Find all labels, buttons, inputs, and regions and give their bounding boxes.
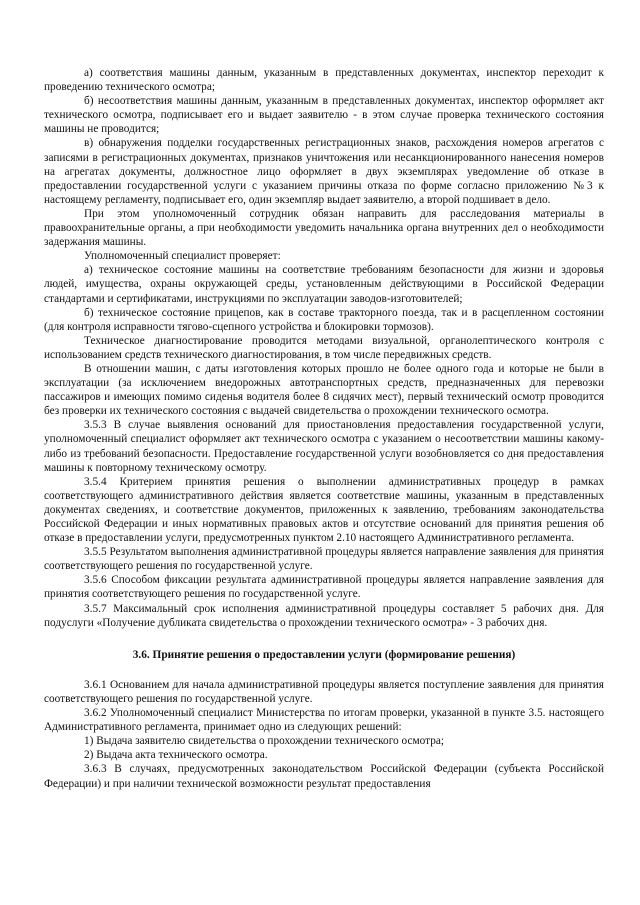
paragraph: б) несоответствия машины данным, указанным в представленных документах, инспектор оформляет акт технического осмотра, подписывает его и выдает заявителю - в этом случае проверка технического состояния машины не проводится;: [44, 95, 604, 136]
paragraph: б) техническое состояние прицепов, как в составе тракторного поезда, так и в расцепленном состоянии (для контроля исправности тягово-сцепного устройства и блокировки тормозов).: [44, 306, 604, 333]
paragraph: 3.6.1 Основанием для начала административной процедуры является поступление заявления для принятия соответствующего решения по государственной услуге.: [44, 678, 604, 705]
paragraph: Уполномоченный специалист проверяет:: [84, 250, 281, 263]
paragraph: 1) Выдача заявителю свидетельства о прохождении технического осмотра;: [84, 735, 444, 748]
paragraph: Техническое диагностирование проводится методами визуальной, органолептического контроля с использованием средств технического диагностирования, в том числе передвижных средств.: [44, 334, 604, 361]
section-heading: 3.6. Принятие решения о предоставлении услуги (формирование решения): [132, 648, 516, 661]
paragraph: 3.5.5 Результатом выполнения административной процедуры является направление заявления для принятия соответствующего решения по государственной услуге.: [44, 546, 604, 573]
paragraphs-before: [44, 66, 604, 630]
paragraph: При этом уполномоченный сотрудник обязан направить для расследования материалы в правоохранительные органы, а при необходимости уведомить начальника органа внутренних дел о необходимости задержания машины.: [44, 207, 604, 249]
paragraph: 2) Выдача акта технического осмотра.: [84, 749, 268, 762]
paragraph: 3.5.3 В случае выявления оснований для приостановления предоставления государственной услуги, уполномоченный специалист оформляет акт технического осмотра с указанием о несоответствии машины какому-либо из требований безопасности. Предоставление государственной услуги возобновляется со дня предоставления машины к повторному техническому осмотру.: [44, 419, 604, 474]
paragraph: а) соответствия машины данным, указанным в представленных документах, инспектор переходит к проведению технического осмотра;: [44, 67, 604, 94]
paragraph: 3.5.7 Максимальный срок исполнения административной процедуры составляет 5 рабочих дня. Для подуслуги «Получение дубликата свидетельства о прохождении технического осмотра» - 3 рабочих дня.: [44, 602, 604, 629]
paragraph: В отношении машин, с даты изготовления которых прошло не более одного года и которые не были в эксплуатации (за исключением внедорожных автотранспортных средств, предназначенных для перевозки пассажиров и имеющих помимо сиденья водителя более 8 сидячих мест), первый технический осмотр проводится без проверки их технического состояния с выдачей свидетельства о прохождении технического осмотра.: [44, 362, 604, 418]
paragraph: а) техническое состояние машины на соответствие требованиям безопасности для жизни и здоровья людей, имущества, охраны окружающей среды, установленным действующими в Российской Федерации стандартами и сертификатами, инструкциями по эксплуатации заводов-изготовителей;: [44, 264, 604, 305]
paragraph: 3.6.3 В случаях, предусмотренных законодательством Российской Федерации (субъекта Российской Федерации) и при наличии технической возможности результат предоставления: [44, 763, 604, 790]
paragraph: 3.6.2 Уполномоченный специалист Министерства по итогам проверки, указанной в пункте 3.5. настоящего Административного регламента, принимает одно из следующих решений:: [44, 707, 604, 734]
paragraphs-after: [44, 678, 604, 791]
paragraph: 3.5.4 Критерием принятия решения о выполнении административных процедур в рамках соответствующего административного действия является соответствие машины, указанным в представленных документах сведениях, и соответствие документов, приложенных к заявлению, требованиям законодательства Российской Федерации и иных нормативных правовых актов и отсутствие оснований для принятия решения об отказе в предоставлении услуги, предусмотренных пунктом 2.10 настоящего Административного регламента.: [44, 475, 604, 545]
paragraph: в) обнаружения подделки государственных регистрационных знаков, расхождения номеров агрегатов с записями в регистрационных документах, признаков уничтожения или несанкционированного нанесения номеров на агрегатах документы, должностное лицо оформляет в двух экземплярах уведомление об отказе в предоставлении государственной услуги с указанием причины отказа по форме согласно приложению №3 к настоящему регламенту, подписывает его, один экземпляр выдает заявителю, а второй подшивает в дело.: [44, 137, 604, 206]
paragraph: 3.5.6 Способом фиксации результата административной процедуры является направление заявления для принятия соответствующего решения по государственной услуге.: [44, 574, 604, 601]
